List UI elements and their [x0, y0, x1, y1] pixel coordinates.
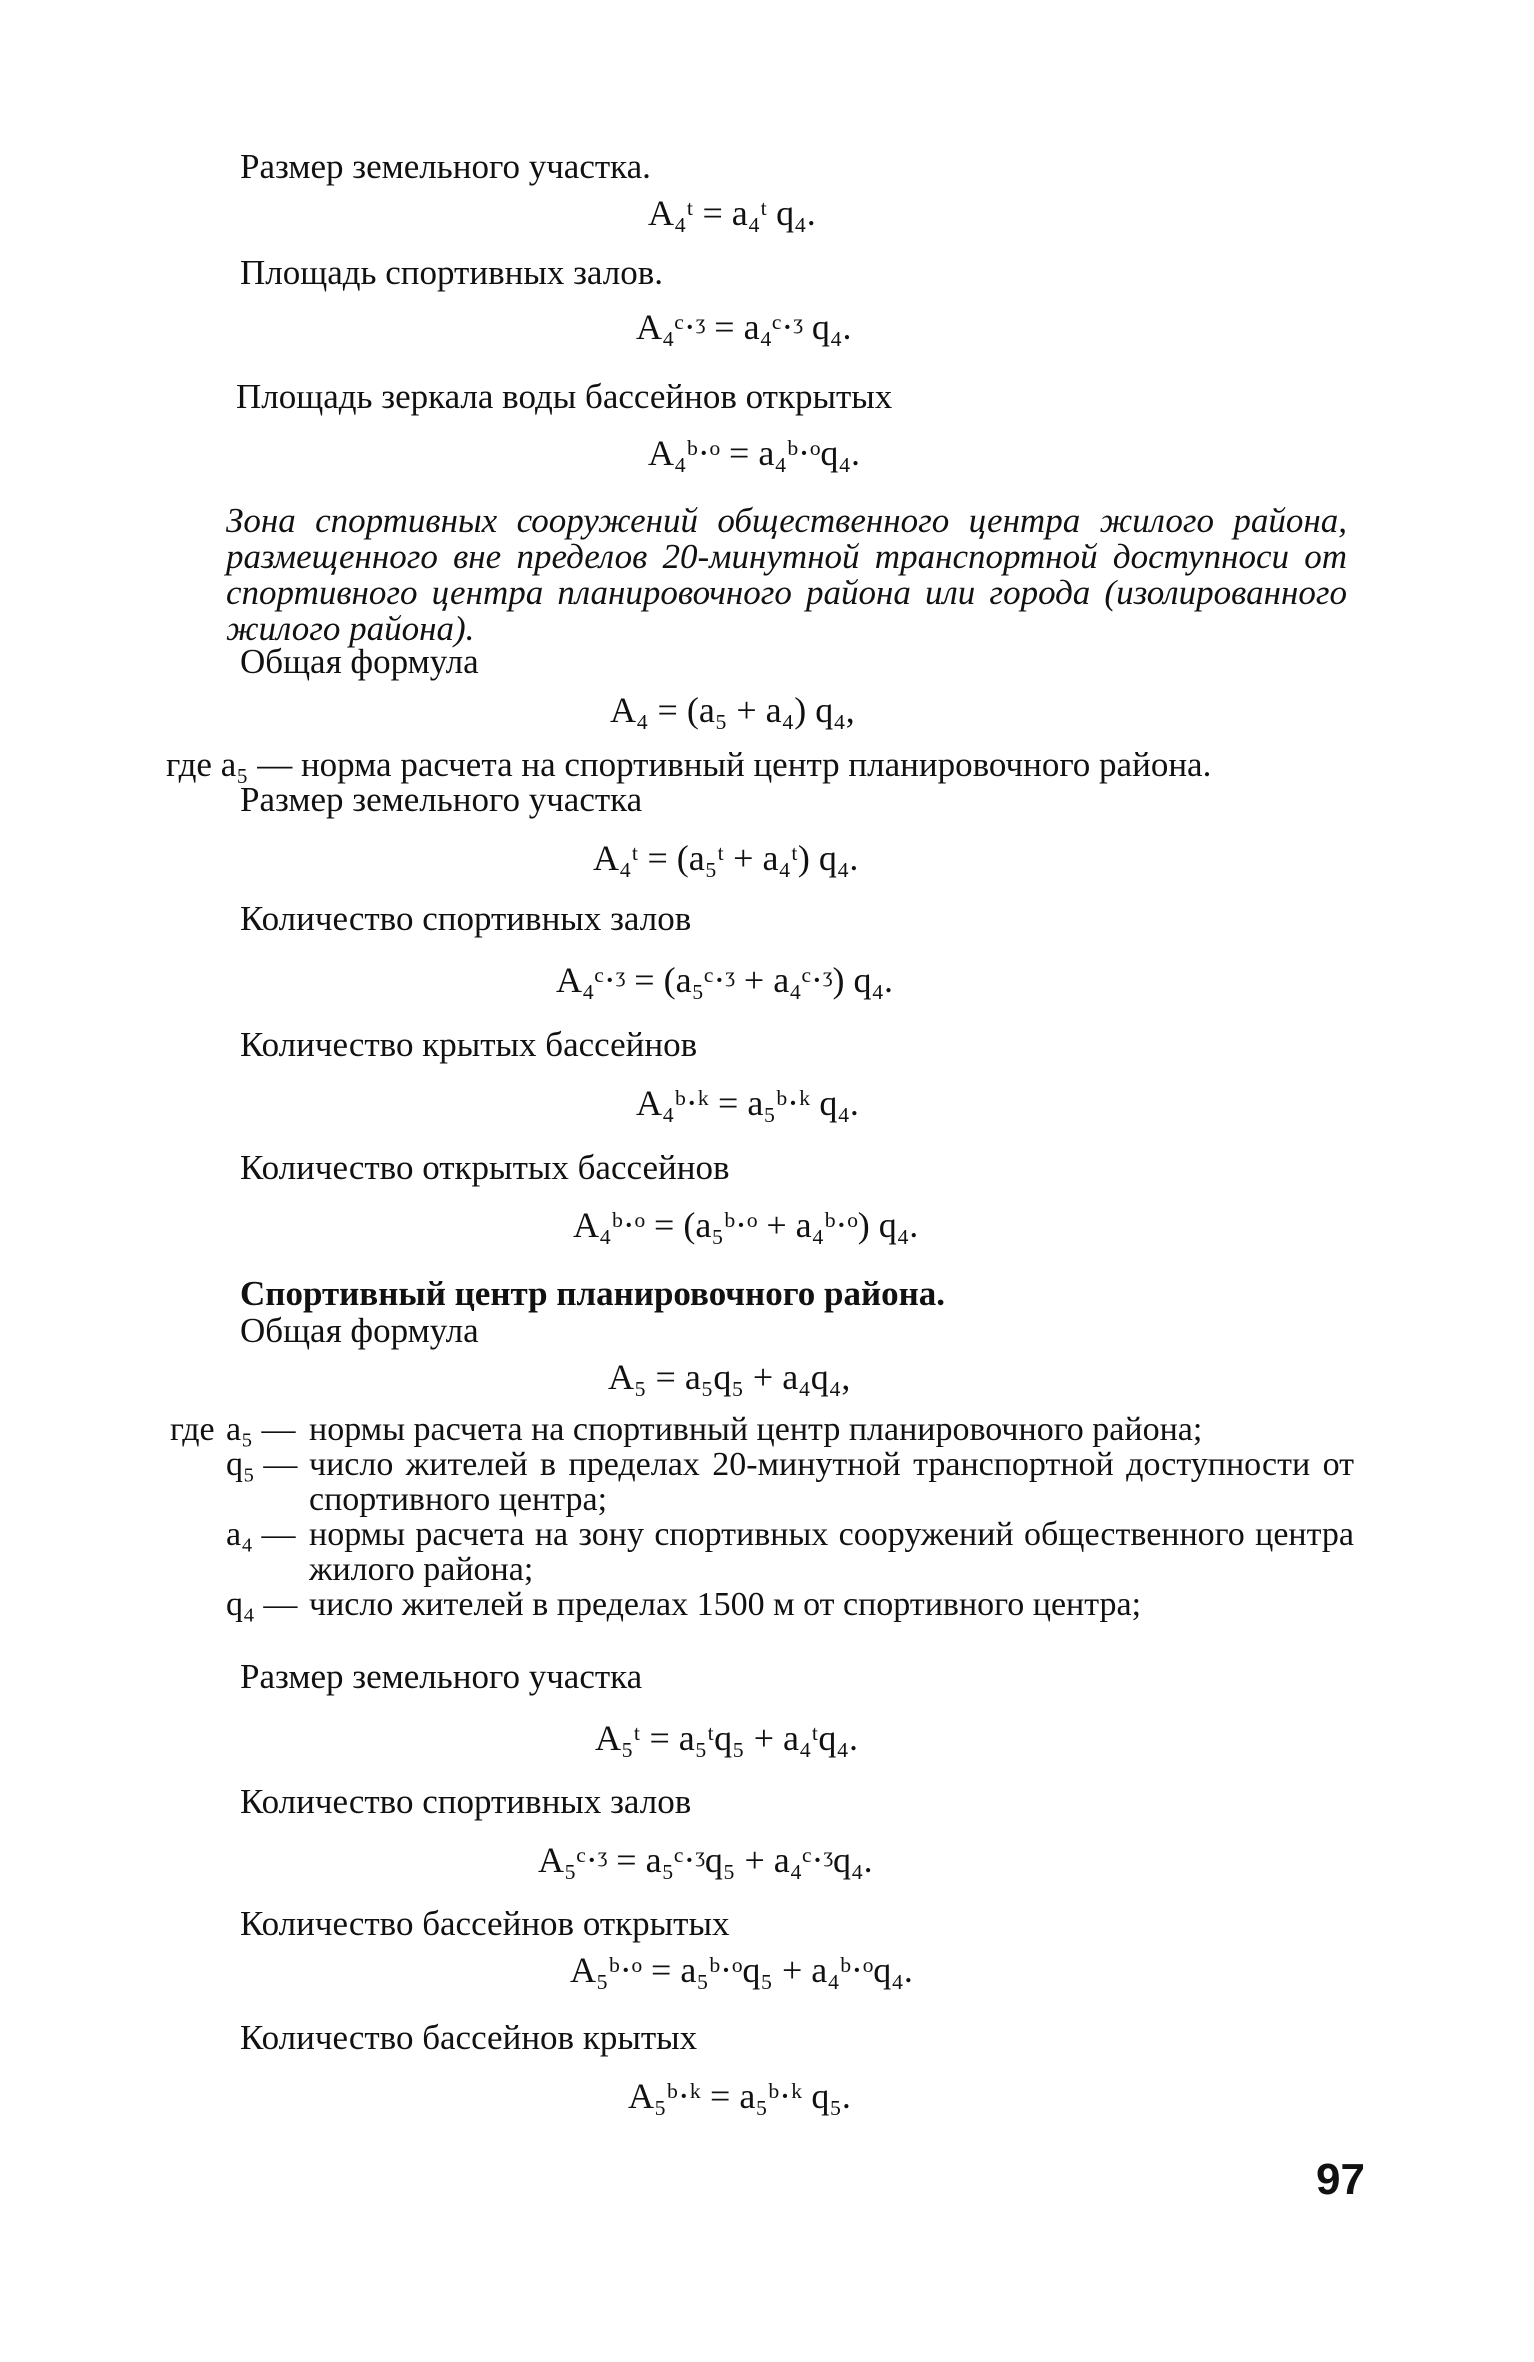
text-line: Количество спортивных залов [240, 1782, 692, 1821]
definition-variable: a₄ — [226, 1516, 296, 1553]
text-line: Количество бассейнов крытых [240, 2018, 698, 2057]
formula: A₅ᵗ = a₅ᵗq₅ + a₄ᵗq₄. [595, 1718, 858, 1758]
formula: A₄ᵗ = a₄ᵗ q₄. [648, 193, 816, 233]
text-line: Количество крытых бассейнов [240, 1025, 698, 1064]
definitions-list [170, 1412, 1354, 1622]
section-heading: Спортивный центр планировочного района. [240, 1274, 946, 1313]
text-line: Общая формула [240, 1311, 479, 1350]
page-number: 97 [1316, 2155, 1365, 2204]
italic-paragraph: Зона спортивных сооружений общественного центра жилого района, размещенного вне пределов 20-минутной транспортной доступноси от спортивного центра планировочного района или города (изолированного жилого района). [226, 501, 1347, 648]
text-line: Размер земельного участка [240, 780, 643, 819]
text-line: Общая формула [240, 642, 479, 681]
formula: A₅ᵇ·ᵒ = a₅ᵇ·ᵒq₅ + a₄ᵇ·ᵒq₄. [570, 1950, 913, 1990]
definition-item [170, 1412, 1354, 1447]
definition-variable: a₅ — [226, 1411, 296, 1448]
definition-item [170, 1447, 1354, 1517]
text-line: Площадь зеркала воды бассейнов открытых [236, 377, 893, 416]
definition-variable: q₄ — [226, 1586, 298, 1623]
definition-text: число жителей в пределах 20-минутной транспортной доступности от спортивного центра; [309, 1446, 1354, 1518]
formula: A₅ᶜ·ᶾ = a₅ᶜ·ᶾq₅ + a₄ᶜ·ᶾq₄. [538, 1840, 873, 1880]
formula: A₄ᵗ = (a₅ᵗ + a₄ᵗ) q₄. [593, 838, 859, 878]
definition-variable: q₅ — [226, 1446, 298, 1483]
text-line: Количество бассейнов открытых [240, 1904, 730, 1943]
formula: A₄ᵇ·ᵏ = a₅ᵇ·ᵏ q₄. [636, 1083, 859, 1123]
formula: A₄ᶜ·ᶾ = a₄ᶜ·ᶾ q₄. [636, 307, 852, 347]
definitions-lead: где [170, 1411, 215, 1448]
definition-item [170, 1517, 1354, 1587]
text-line: Размер земельного участка. [240, 147, 651, 186]
text-line: Количество спортивных залов [240, 899, 692, 938]
text-line: Количество открытых бассейнов [240, 1148, 730, 1187]
formula: A₄ᵇ·ᵒ = (a₅ᵇ·ᵒ + a₄ᵇ·ᵒ) q₄. [573, 1205, 919, 1245]
text-line: Размер земельного участка [240, 1657, 643, 1696]
definition-text: нормы расчета на зону спортивных сооружений общественного центра жилого района; [309, 1516, 1354, 1588]
definition-text: число жителей в пределах 1500 м от спортивного центра; [309, 1586, 1142, 1623]
formula: A₄ᶜ·ᶾ = (a₅ᶜ·ᶾ + a₄ᶜ·ᶾ) q₄. [556, 960, 894, 1000]
text-line: где a₅ — норма расчета на спортивный центр планировочного района. [166, 745, 1212, 784]
formula: A₅ = a₅q₅ + a₄q₄, [608, 1357, 851, 1397]
formula: A₅ᵇ·ᵏ = a₅ᵇ·ᵏ q₅. [628, 2076, 851, 2116]
definition-text: нормы расчета на спортивный центр планировочного района; [309, 1411, 1203, 1448]
definition-item [170, 1587, 1354, 1622]
formula: A₄ᵇ·ᵒ = a₄ᵇ·ᵒq₄. [648, 433, 860, 473]
formula: A₄ = (a₅ + a₄) q₄, [610, 690, 855, 730]
text-line: Площадь спортивных залов. [240, 253, 664, 292]
